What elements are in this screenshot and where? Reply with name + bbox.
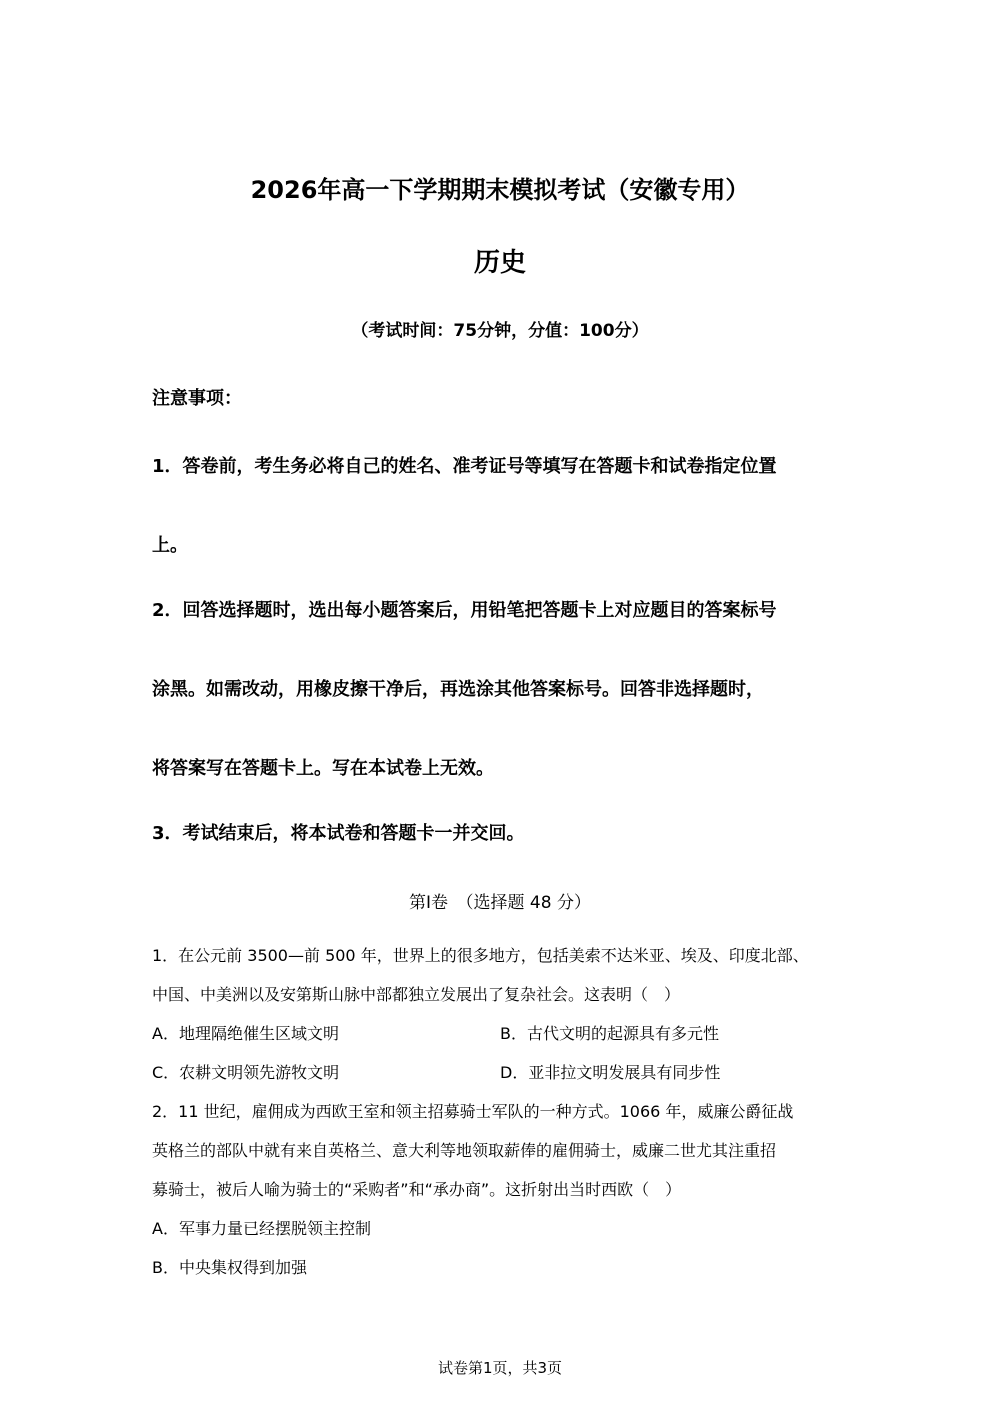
option-c: C．农耕文明领先游牧文明 [152,1063,340,1082]
option-b: B．古代文明的起源具有多元性 [500,1024,719,1043]
notice-line: 将答案写在答题卡上。写在本试卷上无效。 [152,758,494,779]
exam-title: 2026年高一下学期期末模拟考试（安徽专用） [250,176,750,204]
notice-line: 2．回答选择题时，选出每小题答案后，用铅笔把答题卡上对应题目的答案标号 [152,600,777,621]
question-line: 2．11 世纪，雇佣成为西欧王室和领主招募骑士军队的一种方式。1066 年，威廉公爵征战 [152,1102,794,1121]
notice-line: 3．考试结束后，将本试卷和答题卡一并交回。 [152,823,525,844]
section-heading: 第Ⅰ卷 （选择题 48 分） [409,893,591,913]
notice-line: 1．答卷前，考生务必将自己的姓名、准考证号等填写在答题卡和试卷指定位置 [152,456,777,477]
subject-title: 历史 [473,248,526,278]
page-footer: 试卷第1页，共3页 [437,1359,563,1377]
option-d: D．亚非拉文明发展具有同步性 [500,1063,721,1082]
question-line: 英格兰的部队中就有来自英格兰、意大利等地领取薪俸的雇佣骑士，威廉二世尤其注重招 [152,1141,777,1160]
notice-line: 涂黑。如需改动，用橡皮擦干净后，再选涂其他答案标号。回答非选择题时， [152,679,764,700]
notice-heading: 注意事项： [152,388,242,409]
option-a: A．地理隔绝催生区域文明 [152,1024,339,1043]
question-line: 中国、中美洲以及安第斯山脉中部都独立发展出了复杂社会。这表明（ ） [152,985,681,1004]
notice-line: 上。 [152,535,188,556]
option-b: B．中央集权得到加强 [152,1258,307,1277]
option-a: A．军事力量已经摆脱领主控制 [152,1219,371,1238]
question-line: 1．在公元前 3500—前 500 年，世界上的很多地方，包括美索不达米亚、埃及、印度北部、 [152,946,809,965]
question-line: 募骑士，被后人喻为骑士的“采购者”和“承办商”。这折射出当时西欧（ ） [152,1180,682,1199]
exam-info: （考试时间：75分钟，分值：100分） [351,321,649,341]
